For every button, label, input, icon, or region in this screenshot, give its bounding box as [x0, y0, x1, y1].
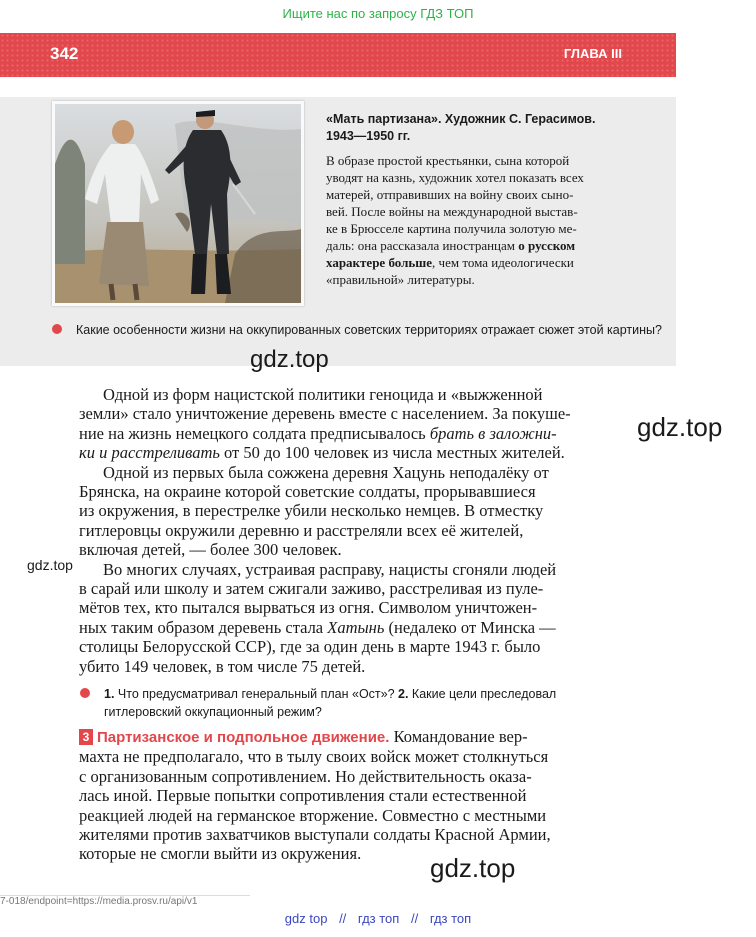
text-line: гитлеровцы окружили деревню и расстреляли всех её жителей,: [79, 520, 524, 540]
caption-line: В образе простой крестьянки, сына которой: [326, 153, 570, 168]
text-line: включая детей, — более 300 человек.: [79, 540, 342, 560]
caption-line: вей. После войны на международной выстав-: [326, 204, 578, 219]
footer-links: [0, 911, 756, 926]
text-span: Командование вер-: [389, 727, 528, 746]
caption-line: уводят на казнь, художник хотел показать всех: [326, 170, 584, 185]
text-span: ных таким образом деревень стала: [79, 617, 328, 637]
text-line: лась иной. Первые попытки сопротивления стали естественной: [79, 786, 527, 806]
section-partisan-movement: [79, 727, 591, 864]
caption-line: [326, 237, 624, 254]
section-number-badge: 3: [79, 729, 93, 745]
caption-line: ке в Брюсселе картина получила золотую ме-: [326, 221, 577, 236]
question-bullet-icon: [80, 688, 90, 698]
text-span: ние на жизнь немецкого солдата предписывалось: [79, 423, 430, 443]
footer-separator: //: [339, 911, 347, 926]
question-number: 1.: [104, 687, 115, 701]
text-line: которые не смогли выйти из окружения.: [79, 844, 362, 864]
page-number: 342: [50, 44, 79, 63]
caption-text: , чем тома идеологически: [432, 255, 574, 270]
question-bullet-icon: [52, 324, 62, 334]
painting-caption-body: [326, 152, 624, 288]
watermark: gdz.top: [637, 412, 723, 442]
italic-text: брать в заложни-: [429, 423, 557, 443]
text-line: [79, 443, 591, 462]
painting-caption-title: «Мать партизана». Художник С. Герасимов. 1943—1950 гг.: [326, 112, 596, 143]
footer-link[interactable]: gdz top: [284, 911, 328, 926]
question-number: 2.: [398, 687, 409, 701]
text-line: Брянска, на окраине которой советские солдаты, прорывавшиеся: [79, 482, 536, 502]
text-line: [79, 424, 591, 443]
text-line: Одной из форм нацистской политики геноцида и «выжженной: [103, 385, 543, 404]
watermark: gdz.top: [250, 346, 329, 373]
caption-bold-text: о русском: [518, 238, 576, 253]
text-line: Одной из первых была сожжена деревня Хацунь неподалёку от: [103, 462, 549, 482]
section-title: Партизанское и подпольное движение.: [97, 729, 390, 746]
watermark: gdz.top: [430, 853, 516, 883]
text-line: мётов тех, кто пытался вырваться из огня. Символом уничтожен-: [79, 598, 538, 618]
caption-line: «правильной» литературы.: [326, 272, 475, 287]
page-header: [0, 33, 676, 77]
painting-image: [52, 101, 304, 306]
text-line: жителями против захватчиков выступали солдаты Красной Армии,: [79, 825, 551, 845]
text-line: Во многих случаях, устраивая расправу, нацисты сгоняли людей: [103, 559, 557, 579]
italic-text: Хатынь: [327, 617, 385, 637]
text-line: убито 149 человек, в том числе 75 детей.: [79, 656, 366, 676]
caption-line: матерей, отправивших на войну своих сыно-: [326, 187, 574, 202]
footer-link[interactable]: гдз топ: [429, 911, 472, 926]
question-text: Что предусматривал генеральный план «Ост»?: [114, 687, 399, 701]
main-text: [79, 385, 591, 676]
text-line: из окружения, в перестрелке убили несколько немцев. В отместку: [79, 501, 544, 521]
painting-question: Какие особенности жизни на оккупированных советских территориях отражает сюжет этой картины?: [76, 323, 662, 337]
text-line: земли» стало уничтожение деревень вместе с населением. За покуше-: [79, 404, 571, 424]
text-line: [79, 727, 591, 747]
text-line: махта не предполагало, что в тылу своих войск может столкнуться: [79, 747, 549, 767]
text-line: [79, 618, 591, 637]
text-span: от 50 до 100 человек из числа местных жителей.: [219, 443, 565, 463]
footer-separator: //: [410, 911, 419, 926]
text-line: реакцией людей на германское вторжение. Совместно с местными: [79, 805, 547, 825]
text-line: столицы Белорусской ССР), где за один день в марте 1943 г. было: [79, 637, 541, 657]
painting-info-box: [0, 97, 676, 373]
watermark: gdz.top: [27, 557, 73, 573]
text-line: с организованным сопротивлением. Но действительность оказа-: [79, 766, 532, 786]
caption-bold-text: характере больше: [326, 255, 433, 270]
caption-text: даль: она рассказала иностранцам: [326, 238, 519, 253]
footer-link[interactable]: гдз топ: [357, 911, 400, 926]
painting-illustration: [55, 104, 301, 303]
caption-line: [326, 254, 624, 271]
chapter-label: ГЛАВА III: [563, 46, 622, 61]
text-line: в сарай или школу и затем сжигали заживо, расстреливая из пуле-: [79, 579, 544, 599]
italic-text: ки и расстреливать: [79, 443, 220, 463]
review-questions: [104, 685, 604, 721]
question-text: Какие цели преследовал гитлеровский оккупационный режим?: [104, 687, 557, 719]
text-span: (недалеко от Минска —: [384, 617, 556, 637]
top-banner-text: Ищите нас по запросу ГДЗ ТОП: [282, 6, 474, 21]
url-strip: 7-018/endpoint=https://media.prosv.ru/api/v1: [0, 895, 250, 908]
